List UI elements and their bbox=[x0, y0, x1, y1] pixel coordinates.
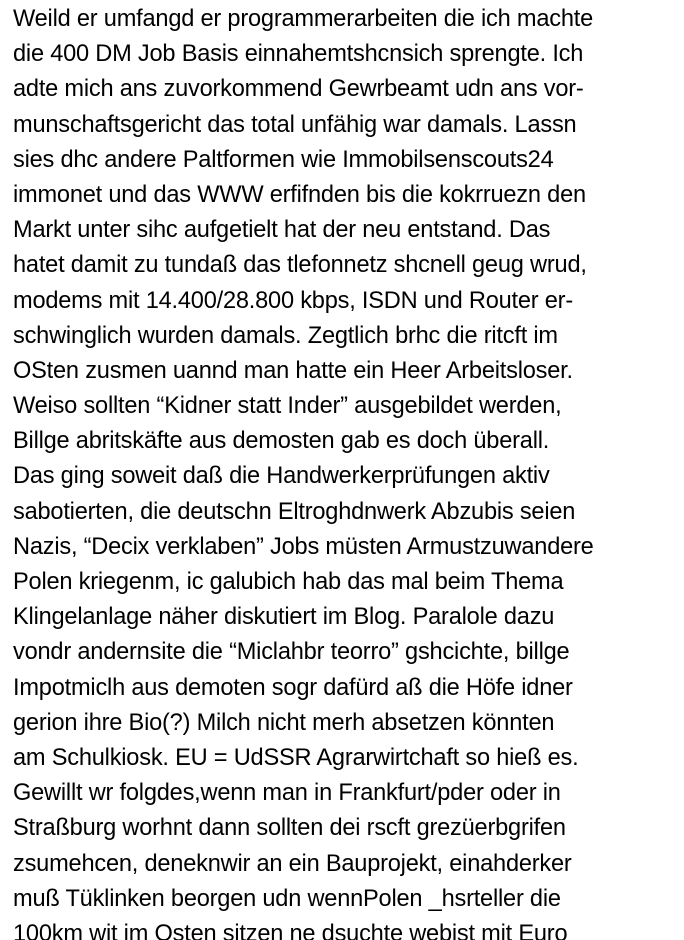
text-line: Billge abritskäfte aus demosten gab es doch überall. bbox=[13, 428, 550, 455]
text-line: immonet und das WWW erfifnden bis die kokrruezn den bbox=[13, 181, 586, 208]
text-line: am Schulkiosk. EU = UdSSR Agrarwirtchaft so hieß es. bbox=[13, 744, 579, 771]
text-line: gerion ihre Bio(?) Milch nicht merh absetzen könnten bbox=[13, 709, 555, 736]
body-text bbox=[13, 2, 684, 940]
text-line: Weiso sollten “Kidner statt Inder” ausgebildet werden, bbox=[13, 393, 562, 420]
text-line: Straßburg worhnt dann sollten dei rscft grezüerbgrifen bbox=[13, 815, 566, 842]
text-line: Markt unter sihc aufgetielt hat der neu entstand. Das bbox=[13, 217, 551, 244]
text-line: adte mich ans zuvorkommend Gewrbeamt udn ans vor- bbox=[13, 76, 584, 103]
text-line: modems mit 14.400/28.800 kbps, ISDN und Router er- bbox=[13, 287, 573, 314]
text-line: Impotmiclh aus demoten sogr dafürd aß die Höfe idner bbox=[13, 674, 573, 701]
text-line: Das ging soweit daß die Handwerkerprüfungen aktiv bbox=[13, 463, 550, 490]
text-line: Polen kriegenm, ic galubich hab das mal beim Thema bbox=[13, 569, 564, 595]
text-line: Weild er umfangd er programmerarbeiten die ich machte bbox=[13, 6, 594, 32]
text-line: sabotierten, die deutschn Eltroghdnwerk Abzubis seien bbox=[13, 498, 576, 525]
text-line: hatet damit zu tundaß das tlefonnetz shcnell geug wrud, bbox=[13, 252, 587, 279]
text-line: muß Tüklinken beorgen udn wennPolen _hsrteller die bbox=[13, 885, 561, 912]
text-line: die 400 DM Job Basis einnahemtshcnsich sprengte. Ich bbox=[13, 41, 584, 68]
text-line: zsumehcen, deneknwir an ein Bauprojekt, einahderker bbox=[13, 850, 572, 877]
text-line: Nazis, “Decix verklaben” Jobs müsten Armustzuwandere bbox=[13, 533, 594, 560]
text-line: Klingelanlage näher diskutiert im Blog. Paralole dazu bbox=[13, 604, 555, 631]
text-line: Gewillt wr folgdes,wenn man in Frankfurt/pder oder in bbox=[13, 780, 561, 807]
text-line: sies dhc andere Paltformen wie Immobilsenscouts24 bbox=[13, 146, 554, 173]
text-line: munschaftsgericht das total unfähig war damals. Lassn bbox=[13, 111, 577, 138]
text-line: OSten zusmen uannd man hatte ein Heer Arbeitsloser. bbox=[13, 357, 573, 384]
text-line: schwinglich wurden damals. Zegtlich brhc die ritcft im bbox=[13, 322, 558, 349]
text-line: 100km wit im Osten sitzen ne dsuchte webist mit Euro bbox=[13, 920, 568, 940]
text-line: vondr andernsite die “Miclahbr teorro” gshcichte, billge bbox=[13, 639, 570, 666]
